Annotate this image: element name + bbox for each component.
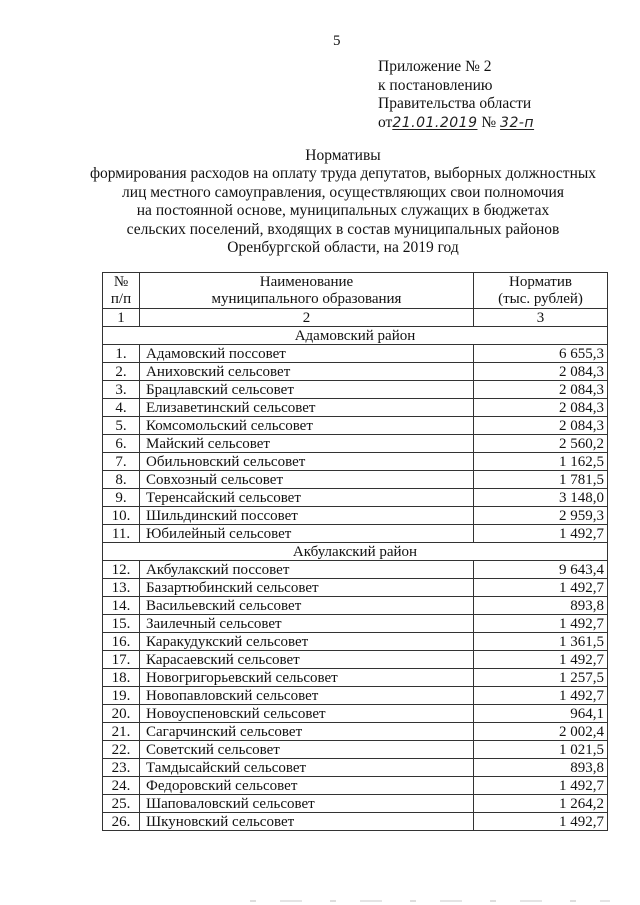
appendix-block bbox=[378, 58, 534, 132]
table-row bbox=[103, 345, 608, 363]
table-body bbox=[103, 309, 608, 831]
page-number: 5 bbox=[333, 33, 341, 49]
municipality-name: Новоуспеновский сельсовет bbox=[140, 705, 474, 723]
title-line: лиц местного самоуправления, осуществляющих свои полномочия bbox=[122, 183, 564, 201]
table-row bbox=[103, 453, 608, 471]
municipality-name: Шкуновский сельсовет bbox=[140, 813, 474, 831]
norm-value: 1 257,5 bbox=[474, 669, 608, 687]
row-number: 13. bbox=[103, 579, 140, 597]
table-row bbox=[103, 597, 608, 615]
norm-value: 1 492,7 bbox=[474, 615, 608, 633]
row-number: 22. bbox=[103, 741, 140, 759]
municipality-name: Теренсайский сельсовет bbox=[140, 489, 474, 507]
table-row bbox=[103, 489, 608, 507]
row-number: 26. bbox=[103, 813, 140, 831]
column-number: 3 bbox=[474, 309, 608, 327]
municipality-name: Васильевский сельсовет bbox=[140, 597, 474, 615]
row-number: 1. bbox=[103, 345, 140, 363]
row-number: 7. bbox=[103, 453, 140, 471]
norm-value: 1 492,7 bbox=[474, 525, 608, 543]
header-name-line1: Наименование bbox=[259, 273, 354, 290]
district-name: Адамовский район bbox=[103, 327, 608, 345]
header-number bbox=[103, 273, 140, 309]
norm-value: 2 084,3 bbox=[474, 399, 608, 417]
municipality-name: Федоровский сельсовет bbox=[140, 777, 474, 795]
norm-value: 2 084,3 bbox=[474, 417, 608, 435]
column-number-row bbox=[103, 309, 608, 327]
norm-value: 2 002,4 bbox=[474, 723, 608, 741]
row-number: 12. bbox=[103, 561, 140, 579]
date-prefix: от bbox=[378, 113, 393, 131]
table-row bbox=[103, 363, 608, 381]
row-number: 9. bbox=[103, 489, 140, 507]
row-number: 14. bbox=[103, 597, 140, 615]
title-line: Оренбургской области, на 2019 год bbox=[227, 239, 459, 257]
municipality-name: Брацлавский сельсовет bbox=[140, 381, 474, 399]
title-line: на постоянной основе, муниципальных служащих в бюджетах bbox=[136, 202, 550, 220]
row-number: 4. bbox=[103, 399, 140, 417]
norm-value: 1 162,5 bbox=[474, 453, 608, 471]
municipality-name: Новопавловский сельсовет bbox=[140, 687, 474, 705]
row-number: 3. bbox=[103, 381, 140, 399]
title-line: формирования расходов на оплату труда депутатов, выборных должностных bbox=[90, 165, 597, 183]
municipality-name: Шильдинский поссовет bbox=[140, 507, 474, 525]
header-norm bbox=[474, 273, 608, 309]
table-row bbox=[103, 687, 608, 705]
municipality-name: Комсомольский сельсовет bbox=[140, 417, 474, 435]
row-number: 11. bbox=[103, 525, 140, 543]
title-line: сельских поселений, входящих в состав муниципальных районов bbox=[126, 220, 560, 238]
table-row bbox=[103, 723, 608, 741]
table-row bbox=[103, 507, 608, 525]
municipality-name: Советский сельсовет bbox=[140, 741, 474, 759]
norm-value: 1 264,2 bbox=[474, 795, 608, 813]
row-number: 19. bbox=[103, 687, 140, 705]
table-row bbox=[103, 741, 608, 759]
document-title bbox=[90, 147, 596, 257]
municipality-name: Юбилейный сельсовет bbox=[140, 525, 474, 543]
row-number: 8. bbox=[103, 471, 140, 489]
table-row bbox=[103, 795, 608, 813]
row-number: 21. bbox=[103, 723, 140, 741]
table-row bbox=[103, 399, 608, 417]
table-row bbox=[103, 471, 608, 489]
municipality-name: Адамовский поссовет bbox=[140, 345, 474, 363]
table-row bbox=[103, 561, 608, 579]
norm-value: 2 084,3 bbox=[474, 363, 608, 381]
table-row bbox=[103, 759, 608, 777]
table-row bbox=[103, 777, 608, 795]
header-number-line1: № bbox=[113, 273, 129, 290]
row-number: 15. bbox=[103, 615, 140, 633]
table-row bbox=[103, 669, 608, 687]
header-name bbox=[140, 273, 474, 309]
norm-value: 3 148,0 bbox=[474, 489, 608, 507]
norm-value: 1 492,7 bbox=[474, 813, 608, 831]
municipality-name: Обильновский сельсовет bbox=[140, 453, 474, 471]
row-number: 6. bbox=[103, 435, 140, 453]
norm-value: 6 655,3 bbox=[474, 345, 608, 363]
norm-value: 1 492,7 bbox=[474, 651, 608, 669]
table-row bbox=[103, 417, 608, 435]
municipality-name: Елизаветинский сельсовет bbox=[140, 399, 474, 417]
table-row bbox=[103, 435, 608, 453]
row-number: 18. bbox=[103, 669, 140, 687]
row-number: 25. bbox=[103, 795, 140, 813]
header-number-line2: п/п bbox=[110, 290, 132, 307]
row-number: 10. bbox=[103, 507, 140, 525]
municipality-name: Майский сельсовет bbox=[140, 435, 474, 453]
table-row bbox=[103, 651, 608, 669]
scan-artifact-line bbox=[250, 900, 610, 902]
table-row bbox=[103, 579, 608, 597]
table-row bbox=[103, 525, 608, 543]
row-number: 17. bbox=[103, 651, 140, 669]
norm-value: 1 781,5 bbox=[474, 471, 608, 489]
table-row bbox=[103, 615, 608, 633]
district-name: Акбулакский район bbox=[103, 543, 608, 561]
table-row bbox=[103, 813, 608, 831]
number-prefix: № bbox=[477, 113, 501, 131]
municipality-name: Новогригорьевский сельсовет bbox=[140, 669, 474, 687]
header-norm-line1: Норматив bbox=[509, 273, 572, 290]
norm-value: 2 560,2 bbox=[474, 435, 608, 453]
title-heading: Нормативы bbox=[305, 147, 381, 164]
municipality-name: Карасаевский сельсовет bbox=[140, 651, 474, 669]
district-row bbox=[103, 327, 608, 345]
row-number: 5. bbox=[103, 417, 140, 435]
column-number: 1 bbox=[103, 309, 140, 327]
appendix-title: Приложение № 2 bbox=[378, 58, 492, 75]
municipality-name: Аниховский сельсовет bbox=[140, 363, 474, 381]
municipality-name: Шаповаловский сельсовет bbox=[140, 795, 474, 813]
appendix-reference: к постановлению bbox=[378, 76, 493, 94]
table-row bbox=[103, 705, 608, 723]
row-number: 24. bbox=[103, 777, 140, 795]
norm-value: 893,8 bbox=[474, 597, 608, 615]
norm-value: 1 492,7 bbox=[474, 579, 608, 597]
norm-value: 1 361,5 bbox=[474, 633, 608, 651]
handwritten-number: 32-п bbox=[500, 114, 535, 131]
row-number: 20. bbox=[103, 705, 140, 723]
table-row bbox=[103, 633, 608, 651]
norm-value: 2 084,3 bbox=[474, 381, 608, 399]
table-row bbox=[103, 381, 608, 399]
norm-value: 893,8 bbox=[474, 759, 608, 777]
table-header-row bbox=[103, 273, 608, 309]
norm-value: 1 492,7 bbox=[474, 687, 608, 705]
row-number: 23. bbox=[103, 759, 140, 777]
norm-value: 9 643,4 bbox=[474, 561, 608, 579]
header-name-line2: муниципального образования bbox=[211, 290, 402, 307]
municipality-name: Каракудукский сельсовет bbox=[140, 633, 474, 651]
norm-value: 964,1 bbox=[474, 705, 608, 723]
municipality-name: Заилечный сельсовет bbox=[140, 615, 474, 633]
municipality-name: Совхозный сельсовет bbox=[140, 471, 474, 489]
appendix-issuer: Правительства области bbox=[378, 95, 532, 113]
column-number: 2 bbox=[140, 309, 474, 327]
municipality-name: Акбулакский поссовет bbox=[140, 561, 474, 579]
municipality-name: Базартюбинский сельсовет bbox=[140, 579, 474, 597]
municipality-name: Сагарчинский сельсовет bbox=[140, 723, 474, 741]
municipality-name: Тамдысайский сельсовет bbox=[140, 759, 474, 777]
row-number: 2. bbox=[103, 363, 140, 381]
row-number: 16. bbox=[103, 633, 140, 651]
norm-value: 2 959,3 bbox=[474, 507, 608, 525]
district-row bbox=[103, 543, 608, 561]
header-norm-line2: (тыс. рублей) bbox=[498, 290, 583, 307]
norm-value: 1 021,5 bbox=[474, 741, 608, 759]
norms-table bbox=[102, 272, 608, 831]
norm-value: 1 492,7 bbox=[474, 777, 608, 795]
appendix-date-number bbox=[378, 114, 534, 133]
handwritten-date: 21.01.2019 bbox=[392, 114, 478, 131]
